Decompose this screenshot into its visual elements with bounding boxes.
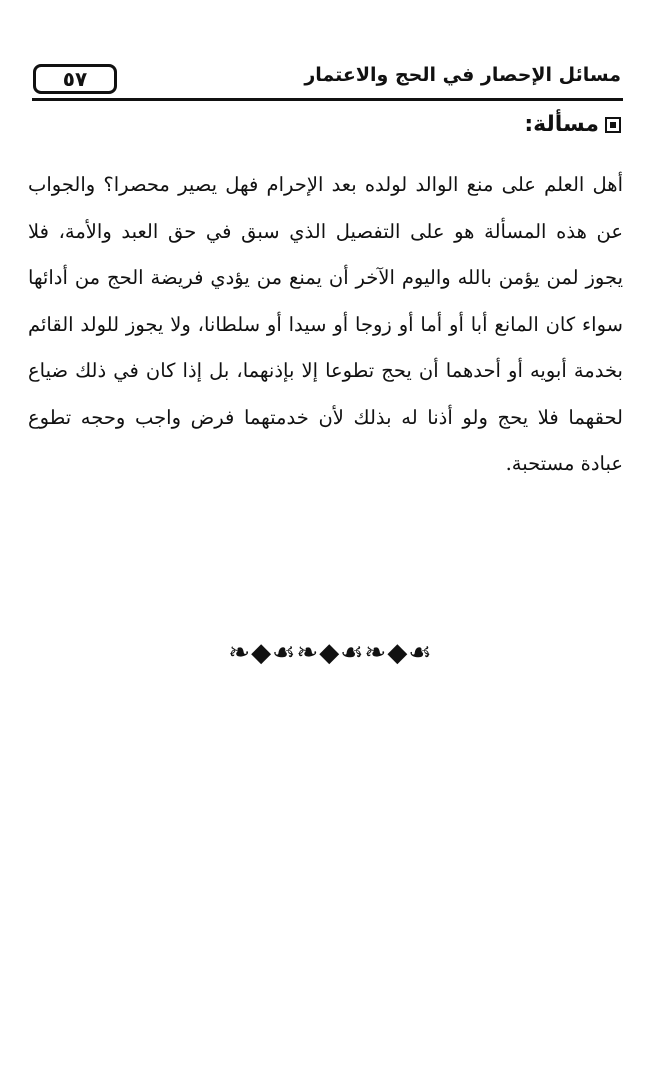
section-heading-label: مسألة: (524, 112, 599, 137)
header-divider (32, 98, 623, 101)
ornament-divider: ❧◆☙❧◆☙❧◆☙ (228, 638, 433, 668)
running-title: مسائل الإحصار في الحج والاعتمار (304, 64, 621, 86)
section-heading (524, 112, 621, 137)
square-bullet-icon (605, 117, 621, 133)
page-number: ٥٧ (33, 64, 117, 94)
body-paragraph: أهل العلم على منع الوالد لولده بعد الإحرام فهل يصير محصرا؟ والجواب عن هذه المسألة هو على التفصيل الذي سبق في حق العبد والأمة، فلا يجوز لمن يؤمن بالله واليوم الآخر أن يمنع من يؤدي فريضة الحج من أدائها سواء كان المانع أبا أو أما أو زوجا أو سيدا أو سلطانا، ولا يجوز للولد القائم بخدمة أبويه أو أحدهما أن يحج تطوعا إلا بإذنهما، بل إذا كان في ذلك ضياع لحقهما فلا يحج ولو أذنا له بذلك لأن خدمتهما فرض واجب وحجه تطوع عبادة مستحبة. (28, 173, 623, 475)
